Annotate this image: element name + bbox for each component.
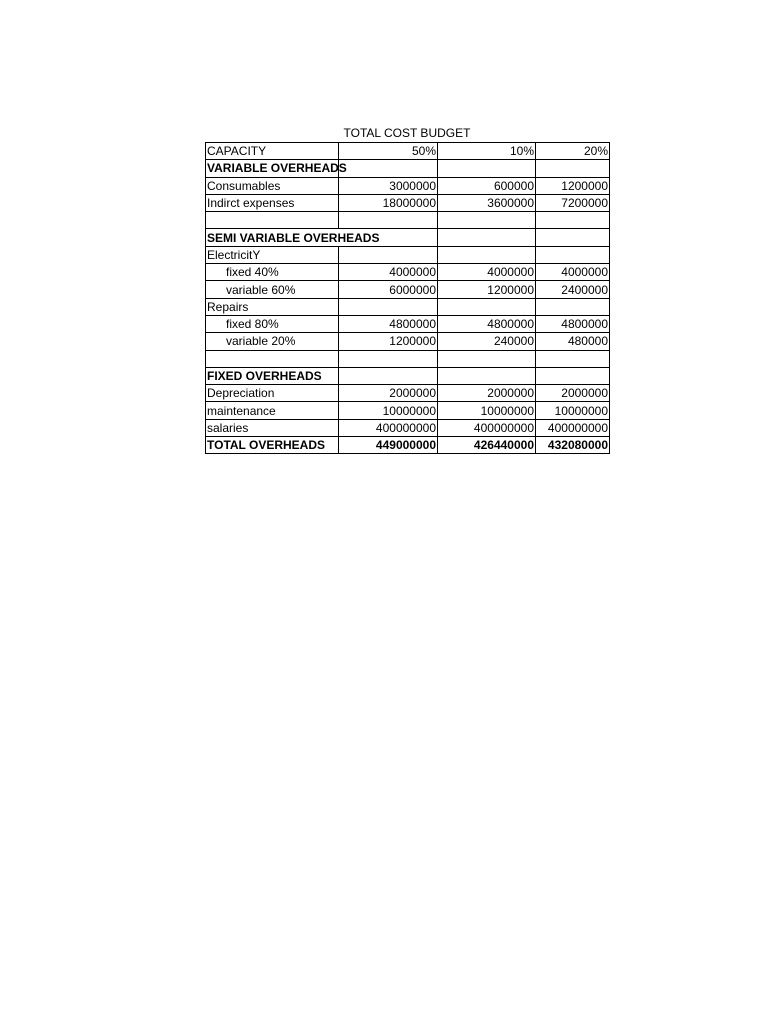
table-row-fixed-overheads-header xyxy=(206,367,610,384)
table-cell[interactable] xyxy=(438,350,536,367)
table-cell[interactable] xyxy=(536,212,610,229)
table-row-blank xyxy=(206,350,610,367)
table-cell[interactable]: 10000000 xyxy=(438,402,536,419)
total-cell[interactable]: 432080000 xyxy=(536,437,610,454)
sheet-title: TOTAL COST BUDGET xyxy=(343,126,471,140)
section-heading[interactable]: VARIABLE OVERHEADS xyxy=(207,161,347,176)
table-cell[interactable] xyxy=(536,160,610,177)
table-cell[interactable]: 10000000 xyxy=(536,402,610,419)
table-cell[interactable]: 240000 xyxy=(438,333,536,350)
table-cell[interactable] xyxy=(536,367,610,384)
table-row-consumables xyxy=(206,177,610,194)
table-row-indirect-expenses xyxy=(206,194,610,211)
row-label[interactable]: Indirct expenses xyxy=(206,194,339,211)
table-cell[interactable]: 18000000 xyxy=(339,194,438,211)
table-row-semi-variable-overheads-header xyxy=(206,229,610,246)
table-row-repairs xyxy=(206,298,610,315)
section-heading-text: SEMI VARIABLE OVERHEADS xyxy=(207,230,380,245)
row-label[interactable]: variable 60% xyxy=(206,281,339,298)
row-label[interactable]: Consumables xyxy=(206,177,339,194)
table-cell[interactable] xyxy=(438,298,536,315)
budget-sheet xyxy=(205,124,609,454)
row-label[interactable]: CAPACITY xyxy=(206,143,339,160)
table-row-repairs-fixed xyxy=(206,315,610,332)
table-row-repairs-variable xyxy=(206,333,610,350)
table-cell[interactable] xyxy=(339,298,438,315)
table-cell[interactable] xyxy=(339,350,438,367)
row-label[interactable]: Depreciation xyxy=(206,385,339,402)
row-label[interactable]: ElectricitY xyxy=(206,246,339,263)
table-cell[interactable] xyxy=(339,246,438,263)
row-label[interactable]: salaries xyxy=(206,419,339,436)
table-cell[interactable] xyxy=(536,350,610,367)
table-row-depreciation xyxy=(206,385,610,402)
table-row-total-overheads xyxy=(206,437,610,454)
table-cell[interactable]: 6000000 xyxy=(339,281,438,298)
table-cell[interactable] xyxy=(438,160,536,177)
table-cell[interactable] xyxy=(536,229,610,246)
row-label[interactable]: fixed 40% xyxy=(206,264,339,281)
table-row-maintenance xyxy=(206,402,610,419)
table-cell[interactable]: 7200000 xyxy=(536,194,610,211)
total-label[interactable]: TOTAL OVERHEADS xyxy=(206,437,339,454)
table-cell[interactable]: 1200000 xyxy=(438,281,536,298)
table-cell[interactable]: 400000000 xyxy=(438,419,536,436)
table-cell[interactable] xyxy=(438,367,536,384)
table-cell[interactable]: 1200000 xyxy=(536,177,610,194)
table-cell[interactable]: 2000000 xyxy=(536,385,610,402)
table-cell[interactable]: 10000000 xyxy=(339,402,438,419)
table-cell[interactable] xyxy=(536,298,610,315)
row-label[interactable]: fixed 80% xyxy=(206,315,339,332)
section-heading[interactable]: FIXED OVERHEADS xyxy=(206,367,339,384)
table-cell[interactable]: 2000000 xyxy=(339,385,438,402)
table-cell[interactable] xyxy=(536,246,610,263)
table-cell[interactable]: 400000000 xyxy=(339,419,438,436)
table-cell[interactable] xyxy=(339,160,438,177)
table-cell[interactable] xyxy=(206,212,339,229)
table-cell[interactable]: 600000 xyxy=(438,177,536,194)
cell-capacity-1[interactable]: 50% xyxy=(339,143,438,160)
section-heading[interactable] xyxy=(206,229,380,246)
table-cell[interactable]: 400000000 xyxy=(536,419,610,436)
budget-table xyxy=(205,142,610,454)
total-cell[interactable]: 449000000 xyxy=(339,437,438,454)
table-row-capacity xyxy=(206,143,610,160)
table-cell[interactable]: 1200000 xyxy=(339,333,438,350)
table-cell[interactable]: 4000000 xyxy=(536,264,610,281)
table-cell[interactable]: 4800000 xyxy=(438,315,536,332)
table-row-blank xyxy=(206,212,610,229)
row-label[interactable]: maintenance xyxy=(206,402,339,419)
total-cell[interactable]: 426440000 xyxy=(438,437,536,454)
table-cell[interactable]: 3000000 xyxy=(339,177,438,194)
row-label[interactable]: variable 20% xyxy=(206,333,339,350)
table-row-salaries xyxy=(206,419,610,436)
table-cell[interactable] xyxy=(206,350,339,367)
table-row-electricity xyxy=(206,246,610,263)
table-cell[interactable] xyxy=(438,212,536,229)
table-cell[interactable]: 3600000 xyxy=(438,194,536,211)
cell-capacity-2[interactable]: 10% xyxy=(438,143,536,160)
table-cell[interactable]: 4800000 xyxy=(536,315,610,332)
row-label[interactable]: Repairs xyxy=(206,298,339,315)
table-row-electricity-variable xyxy=(206,281,610,298)
table-cell[interactable] xyxy=(339,367,438,384)
table-row-electricity-fixed xyxy=(206,264,610,281)
table-cell[interactable]: 2000000 xyxy=(438,385,536,402)
table-cell[interactable]: 480000 xyxy=(536,333,610,350)
table-cell[interactable]: 2400000 xyxy=(536,281,610,298)
table-cell[interactable]: 4800000 xyxy=(339,315,438,332)
table-cell[interactable]: 4000000 xyxy=(339,264,438,281)
cell-capacity-3[interactable]: 20% xyxy=(536,143,610,160)
table-cell[interactable]: 4000000 xyxy=(438,264,536,281)
table-row-variable-overheads-header xyxy=(206,160,610,177)
table-cell[interactable] xyxy=(438,229,536,246)
table-cell[interactable] xyxy=(339,212,438,229)
table-cell[interactable] xyxy=(438,246,536,263)
